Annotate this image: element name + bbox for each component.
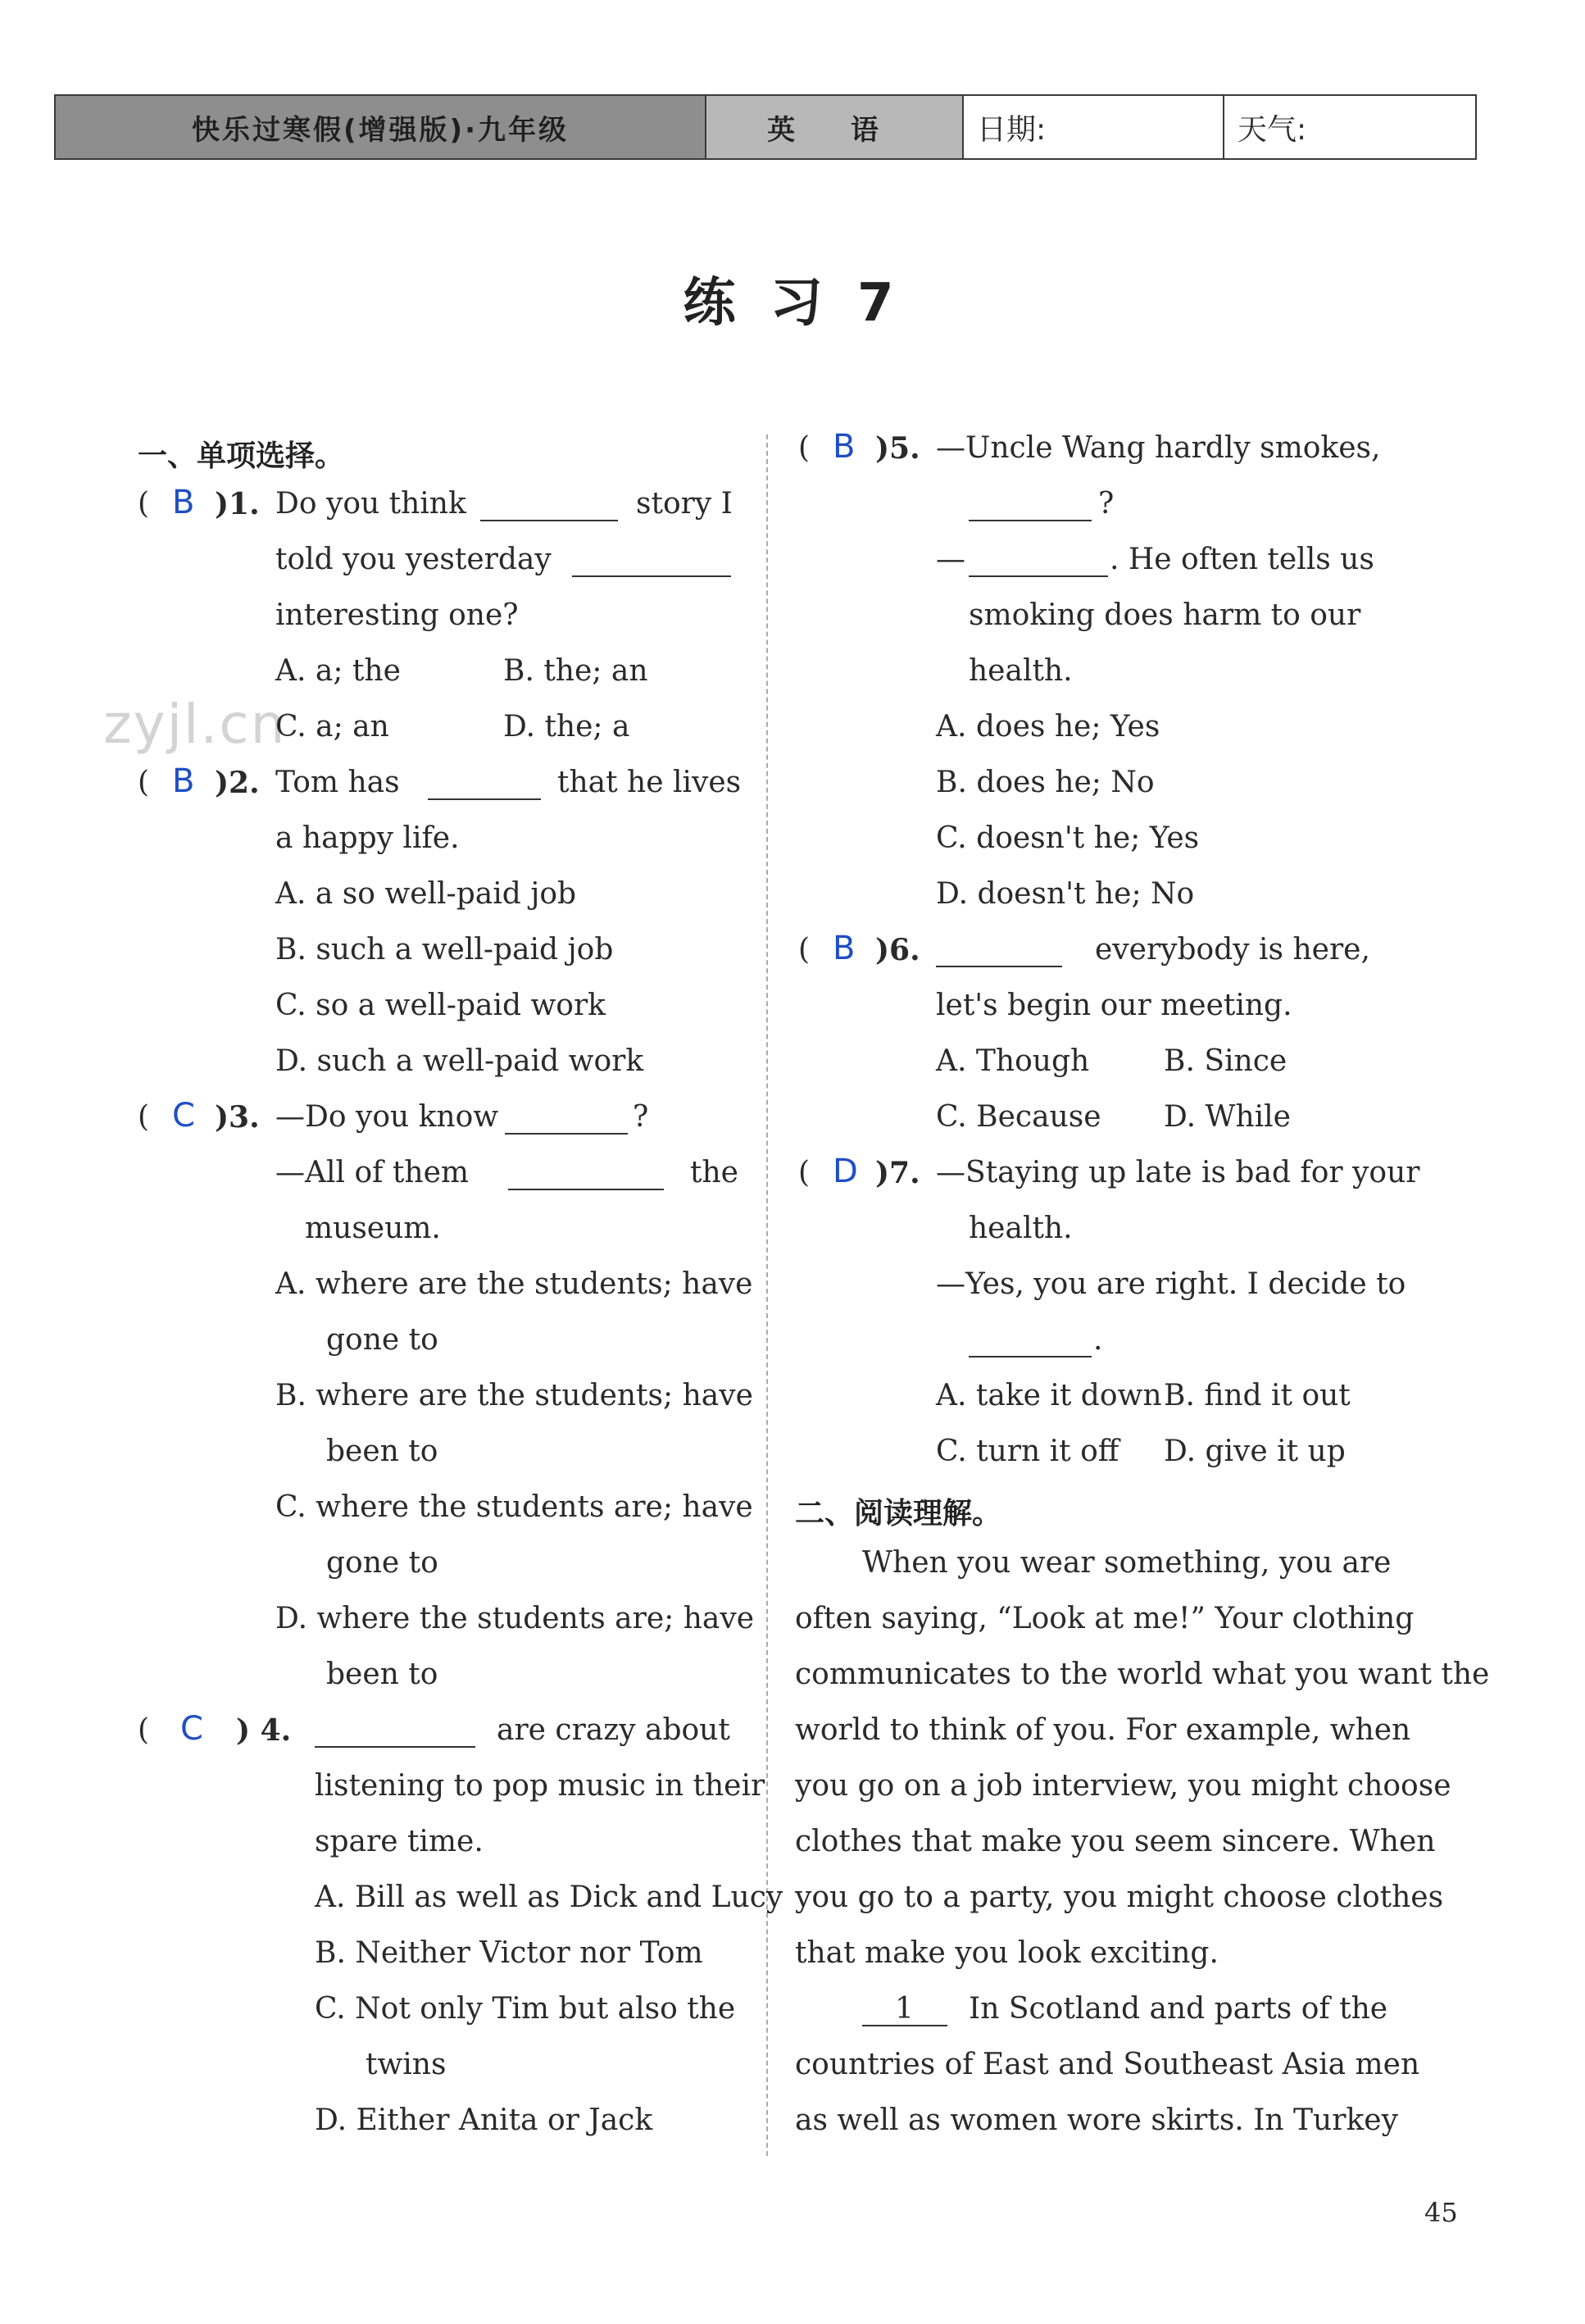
blank [480,495,618,521]
section-1-heading: 一、单项选择。 [138,439,345,473]
option-c: C. a; an [275,710,389,744]
option-a-cont: gone to [326,1323,438,1357]
question-text: health. [969,1212,1073,1245]
passage-line: communicates to the world what you want the [795,1658,1490,1691]
option-a: A. does he; Yes [936,710,1160,744]
option-b: B. where are the students; have [275,1379,753,1412]
question-text: — [936,543,965,576]
question-text: museum. [305,1212,441,1245]
weather-field: 天气: [1238,112,1307,147]
blank-number: 1 [895,1992,914,2026]
option-d: D. doesn't he; No [936,877,1195,911]
blank [969,495,1092,521]
question-text: let's begin our meeting. [936,989,1292,1022]
option-a: A. a; the [275,654,401,688]
option-b: B. Neither Victor nor Tom [315,1936,703,1970]
question-text: —All of them [275,1156,470,1189]
question-text: story I [636,487,733,521]
option-a: A. take it down [936,1379,1162,1412]
question-text: the [690,1156,738,1189]
question-text: told you yesterday [275,543,552,576]
option-d: D. give it up [1164,1435,1346,1468]
question-text: —Yes, you are right. I decide to [936,1267,1406,1301]
paren-open: ( [798,1156,811,1189]
option-d: D. Either Anita or Jack [315,2103,653,2137]
blank [969,551,1108,577]
passage-line: that make you look exciting. [795,1936,1219,1970]
question-number: )7. [875,1156,920,1190]
blank [508,1164,664,1190]
option-d: D. such a well-paid work [275,1044,644,1078]
question-text: listening to pop music in their [315,1769,765,1803]
option-c: C. where the students are; have [275,1490,753,1524]
passage-line: world to think of you. For example, when [795,1713,1411,1747]
question-text: are crazy about [497,1713,730,1747]
passage-line: clothes that make you seem sincere. When [795,1825,1436,1858]
option-c-cont: twins [366,2048,447,2081]
question-text: Do you think [275,487,466,521]
passage-line: you go on a job interview, you might choose [795,1769,1451,1803]
option-b-cont: been to [326,1435,438,1468]
question-text: everybody is here, [1095,933,1370,966]
paren-open: ( [798,933,811,966]
question-text: smoking does harm to our [969,598,1361,632]
paren-open: ( [138,487,150,521]
question-text: a happy life. [275,821,460,855]
answer-2: B [172,762,195,800]
option-c: C. so a well-paid work [275,989,606,1022]
blank [505,1108,628,1135]
answer-5: B [833,428,856,466]
option-d: D. where the students are; have [275,1602,755,1635]
answer-3: C [172,1097,195,1135]
option-b: B. Since [1164,1044,1288,1078]
question-number: ) 4. [236,1713,292,1748]
answer-1: B [172,484,195,521]
paren-open: ( [138,1100,150,1134]
option-c: C. turn it off [936,1435,1119,1468]
option-b: B. such a well-paid job [275,933,614,966]
question-text: . He often tells us [1110,543,1374,576]
question-text: —Do you know [275,1100,499,1134]
option-b: B. the; an [503,654,648,688]
passage-line: you go to a party, you might choose clothes [795,1881,1444,1914]
question-text: —Staying up late is bad for your [936,1156,1420,1189]
answer-6: B [833,930,856,967]
option-c: C. Not only Tim but also the [315,1992,736,2026]
option-d: D. the; a [503,710,630,744]
option-a: A. Bill as well as Dick and Lucy [315,1881,783,1914]
section-2-heading: 二、阅读理解。 [795,1497,1002,1530]
question-number: )2. [215,766,260,800]
question-number: )1. [215,487,260,521]
option-c-cont: gone to [326,1546,438,1580]
paren-open: ( [138,766,150,799]
paren-open: ( [798,431,811,465]
question-text: —Uncle Wang hardly smokes, [936,431,1381,465]
question-number: )5. [875,431,920,466]
blank [428,774,541,800]
option-c: C. Because [936,1100,1101,1134]
option-b: B. find it out [1164,1379,1351,1412]
passage-line: countries of East and Southeast Asia men [795,2048,1420,2081]
question-text: . [1093,1323,1103,1357]
passage-line: When you wear something, you are [862,1546,1392,1580]
paren-open: ( [138,1713,150,1747]
question-text: that he lives [557,766,742,799]
watermark: zyjl.cn [103,693,287,756]
blank [572,551,731,577]
passage-line: as well as women wore skirts. In Turkey [795,2103,1398,2137]
option-a: A. where are the students; have [275,1267,753,1301]
option-d-cont: been to [326,1658,438,1691]
question-text: health. [969,654,1073,688]
option-c: C. doesn't he; Yes [936,821,1200,855]
question-number: )3. [215,1100,260,1135]
blank [936,941,1062,967]
blank [315,1721,475,1748]
question-text: spare time. [315,1825,484,1858]
page-number: 45 [1424,2197,1458,2228]
passage-line: often saying, “Look at me!” Your clothing [795,1602,1415,1635]
option-a: A. Though [936,1044,1090,1078]
answer-4: C [180,1710,203,1748]
option-b: B. does he; No [936,766,1155,799]
date-field: 日期: [964,96,1224,158]
option-d: D. While [1164,1100,1291,1134]
question-text: Tom has [275,766,400,799]
question-number: )6. [875,933,920,967]
question-text: interesting one? [275,598,519,632]
header-bar [54,94,1477,160]
passage-line: In Scotland and parts of the [969,1992,1388,2026]
option-a: A. a so well-paid job [275,877,577,911]
subject-label: 英 语 [706,96,964,158]
question-text: ? [1098,487,1115,521]
question-text: ? [633,1100,649,1134]
blank [969,1331,1092,1358]
answer-7: D [833,1153,858,1190]
page-title: 练 习 7 [683,273,902,334]
book-title: 快乐过寒假(增强版)·九年级 [56,96,706,158]
